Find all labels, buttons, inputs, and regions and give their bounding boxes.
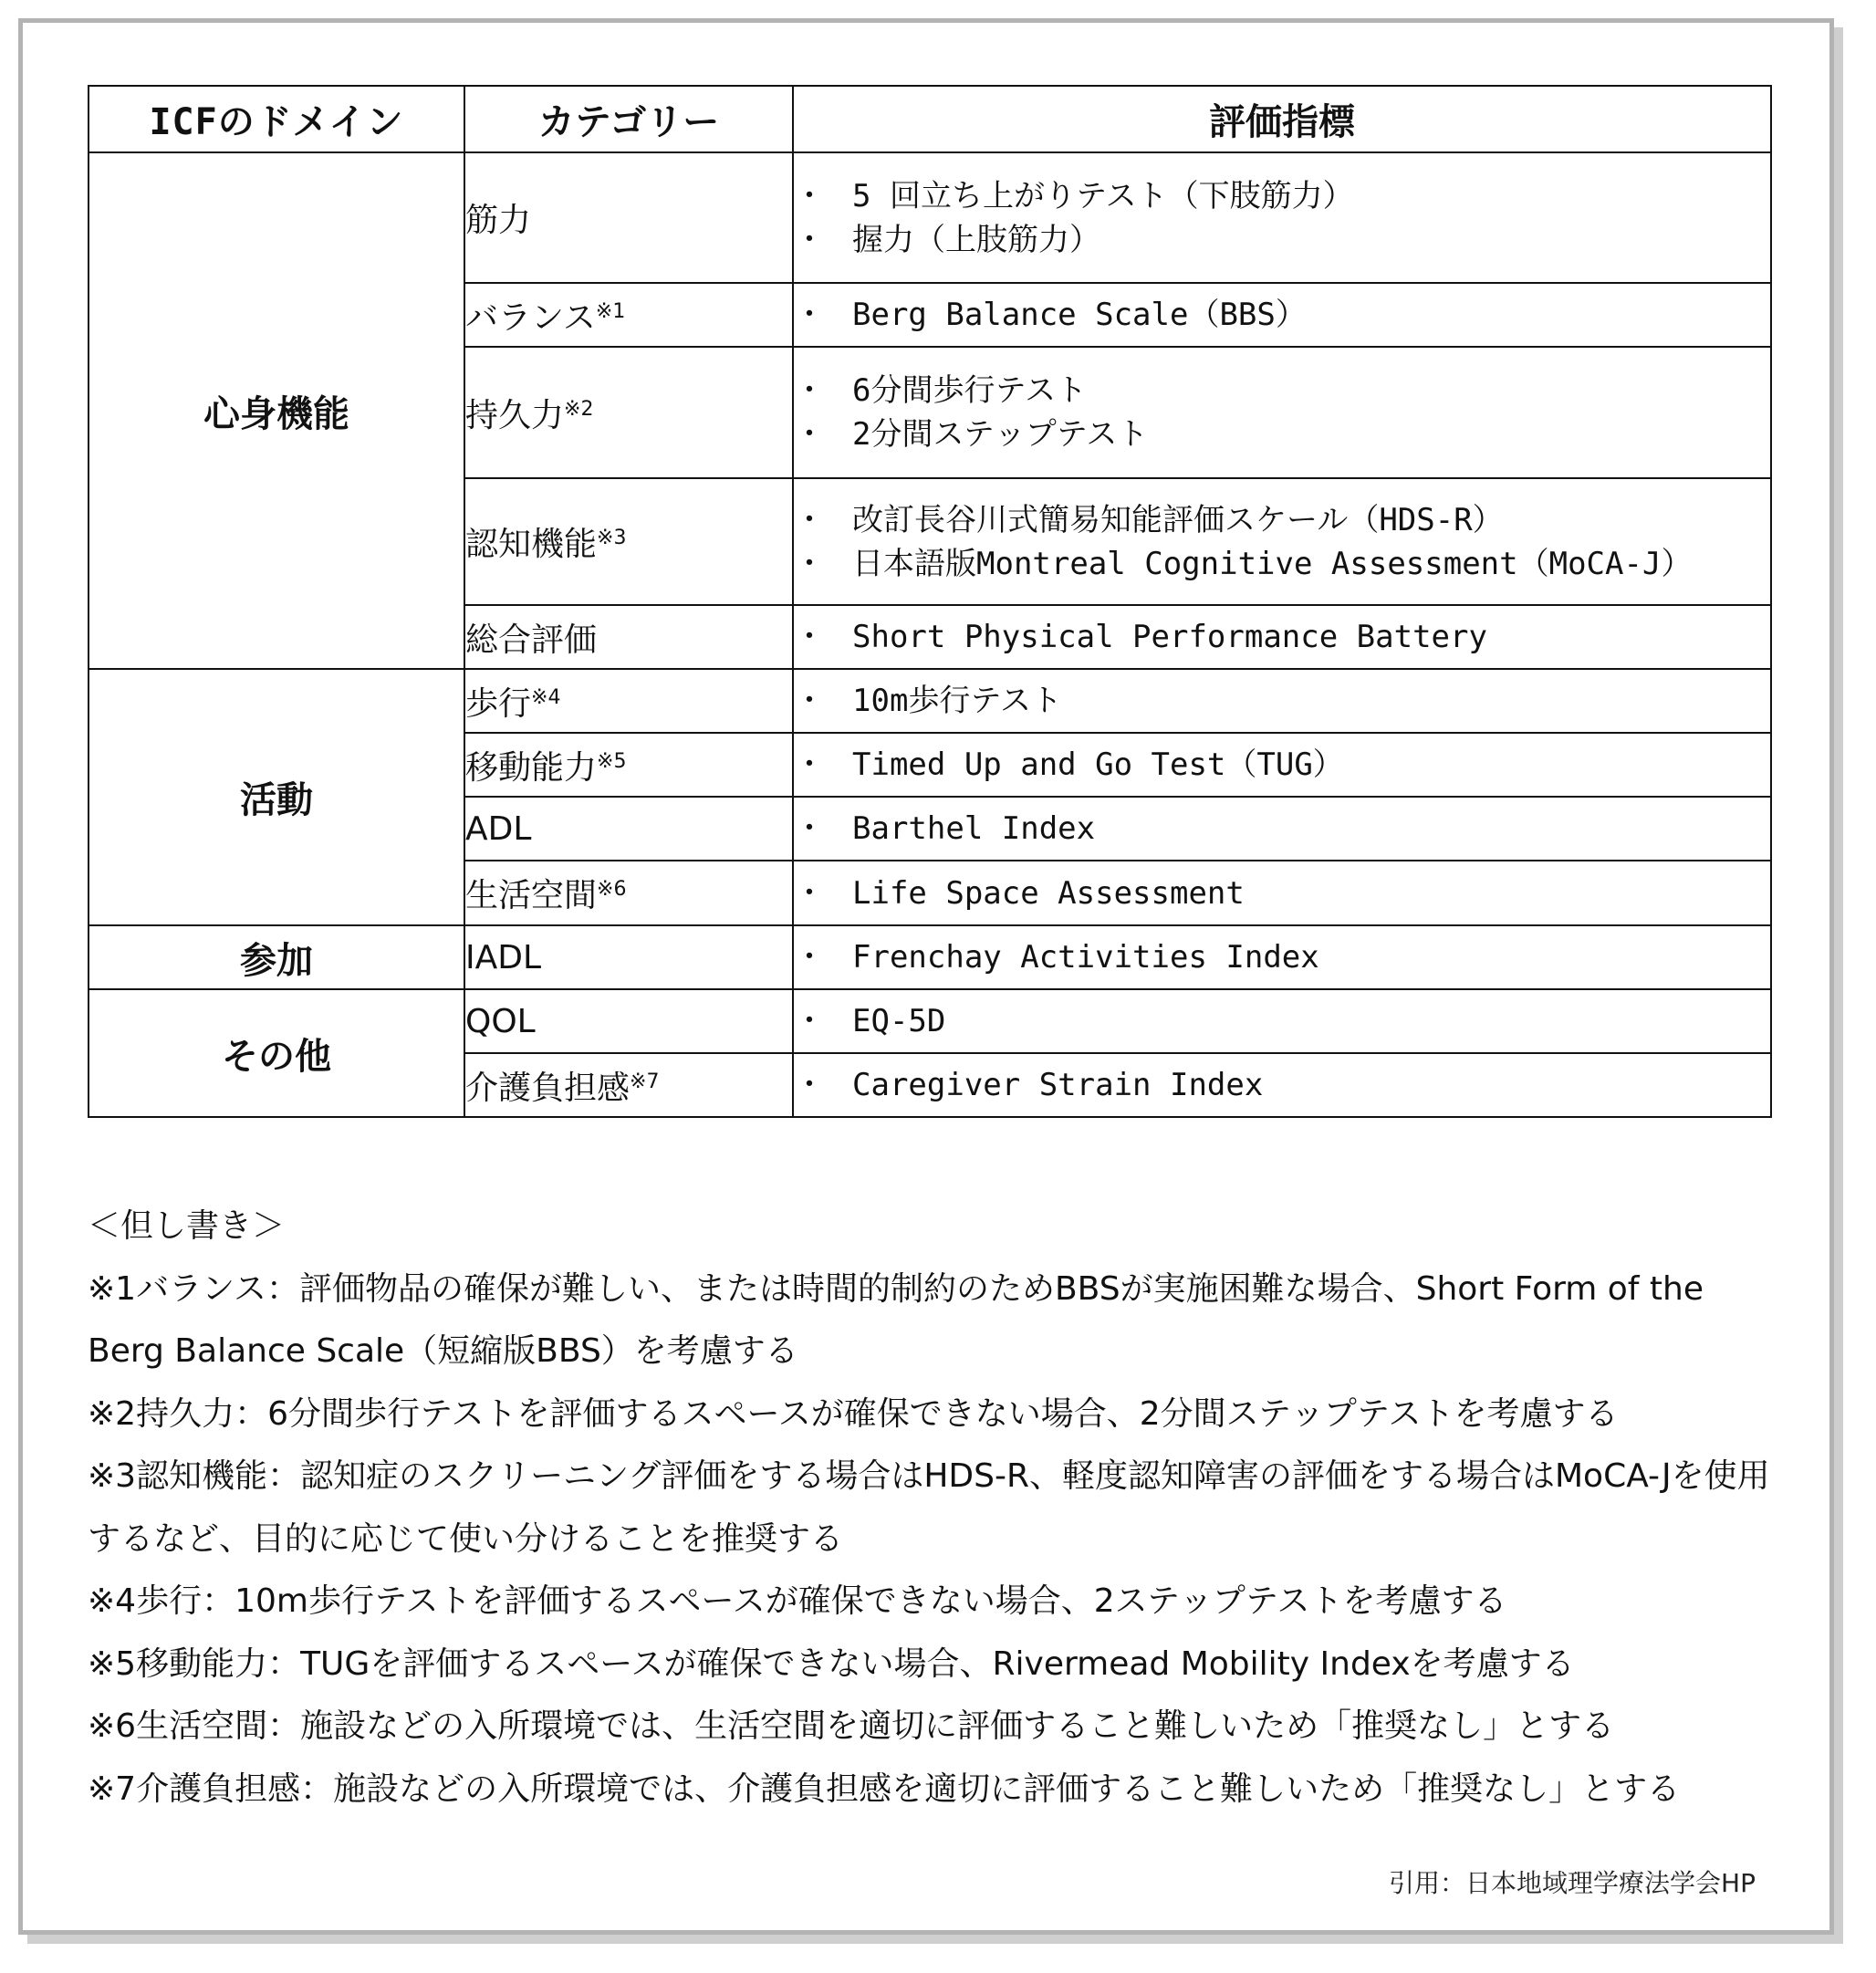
indicator-text: Barthel Index: [852, 810, 1096, 847]
category-cell: [464, 797, 793, 861]
footnote-mark: ※4: [531, 685, 561, 709]
bullet: ・: [794, 221, 825, 258]
bullet: ・: [794, 177, 825, 214]
indicator-cell: [793, 733, 1771, 797]
category-label: 認知機能: [465, 526, 598, 563]
indicator-text: 10m歩行テスト: [852, 683, 1063, 719]
category-cell: [464, 925, 793, 989]
indicator-line: [794, 807, 1770, 851]
footnote-mark: ※1: [595, 299, 626, 323]
bullet: ・: [794, 683, 825, 719]
note-item: ※4歩行：10m歩行テストを評価するスペースが確保できない場合、2ステップテストを考慮する: [88, 1582, 1507, 1620]
category-cell: [464, 989, 793, 1053]
indicator-text: Berg Balance Scale（BBS）: [852, 297, 1307, 333]
indicator-text: 改訂長谷川式簡易知能評価スケール（HDS-R）: [852, 501, 1504, 538]
category-cell: [464, 283, 793, 347]
indicator-text: Caregiver Strain Index: [852, 1067, 1264, 1103]
note-item: ※1バランス：評価物品の確保が難しい、または時間的制約のためBBSが実施困難な場合、Short Form of the Berg Balance Scale（短縮版BBS）を考慮する: [88, 1269, 1704, 1370]
icf-assessment-table: [88, 85, 1772, 1118]
indicator-line: [794, 218, 1770, 262]
indicator-cell: [793, 283, 1771, 347]
bullet: ・: [794, 746, 825, 783]
bullet: ・: [794, 874, 825, 912]
indicator-line: [794, 498, 1770, 542]
indicator-cell: [793, 152, 1771, 283]
indicator-line: [794, 872, 1770, 915]
indicator-cell: [793, 669, 1771, 733]
table-row: [89, 925, 1771, 989]
indicator-line: [794, 615, 1770, 659]
category-label: IADL: [465, 938, 542, 976]
indicator-line: [794, 743, 1770, 787]
indicator-cell: [793, 925, 1771, 989]
bullet: ・: [794, 939, 825, 976]
header-icf-domain: ICFのドメイン: [89, 86, 464, 152]
indicator-cell: [793, 797, 1771, 861]
category-cell: [464, 669, 793, 733]
indicator-line: [794, 679, 1770, 723]
category-label: 移動能力: [465, 748, 598, 787]
indicator-text: 6分間歩行テスト: [852, 372, 1088, 409]
indicator-text: EQ-5D: [852, 1003, 946, 1039]
category-label: 総合評価: [465, 621, 598, 659]
footnote-mark: ※7: [630, 1070, 660, 1093]
indicator-text: 2分間ステップテスト: [852, 416, 1149, 453]
table-row: [89, 152, 1771, 283]
notes-heading: ＜但し書き＞: [88, 1207, 286, 1245]
table-row: [89, 989, 1771, 1053]
indicator-cell: [793, 989, 1771, 1053]
category-label: 歩行: [465, 684, 532, 723]
bullet: ・: [794, 416, 825, 453]
indicator-line: [794, 542, 1770, 586]
domain-cell-other: その他: [89, 989, 464, 1117]
indicator-text: Life Space Assessment: [852, 874, 1245, 912]
indicator-cell: [793, 1053, 1771, 1117]
indicator-cell: [793, 478, 1771, 605]
category-label: 介護負担感: [465, 1069, 631, 1107]
indicator-cell: [793, 347, 1771, 478]
footnote-mark: ※5: [597, 749, 627, 773]
bullet: ・: [794, 372, 825, 409]
citation: 引用：日本地域理学療法学会HP: [1389, 1868, 1756, 1898]
table-row: [89, 669, 1771, 733]
footnote-mark: ※3: [597, 527, 627, 549]
category-label: ADL: [465, 809, 532, 848]
indicator-line: [794, 1063, 1770, 1107]
indicator-line: [794, 999, 1770, 1043]
indicator-cell: [793, 861, 1771, 925]
category-cell: [464, 733, 793, 797]
category-label: バランス: [465, 298, 596, 337]
header-indicator: 評価指標: [793, 86, 1771, 152]
category-label: 筋力: [465, 202, 532, 239]
header-category: カテゴリー: [464, 86, 793, 152]
note-item: ※6生活空間：施設などの入所環境では、生活空間を適切に評価すること難しいため「推奨なし」とする: [88, 1707, 1615, 1745]
footnote-mark: ※6: [597, 878, 627, 901]
indicator-line: [794, 174, 1770, 218]
indicator-cell: [793, 605, 1771, 669]
category-label: 持久力: [465, 396, 565, 434]
indicator-text: 5 回立ち上がりテスト（下肢筋力）: [852, 177, 1354, 214]
category-cell: [464, 478, 793, 605]
indicator-text: 握力（上肢筋力）: [852, 221, 1100, 258]
category-cell: [464, 605, 793, 669]
indicator-line: [794, 369, 1770, 412]
bullet: ・: [794, 810, 825, 847]
bullet: ・: [794, 545, 825, 582]
category-label: QOL: [465, 1002, 536, 1040]
category-cell: [464, 347, 793, 478]
note-item: ※3認知機能：認知症のスクリーニング評価をする場合はHDS-R、軽度認知障害の評価をする場合はMoCA-Jを使用するなど、目的に応じて使い分けることを推奨する: [88, 1457, 1770, 1558]
note-item: ※5移動能力：TUGを評価するスペースが確保できない場合、Rivermead Mobility Indexを考慮する: [88, 1644, 1575, 1683]
domain-cell-body-function: 心身機能: [89, 152, 464, 669]
note-item: ※2持久力：6分間歩行テストを評価するスペースが確保できない場合、2分間ステップテストを考慮する: [88, 1394, 1619, 1433]
bullet: ・: [794, 619, 825, 655]
bullet: ・: [794, 501, 825, 538]
category-cell: [464, 152, 793, 283]
domain-cell-participation: 参加: [89, 925, 464, 989]
category-cell: [464, 861, 793, 925]
notes-section: [88, 1195, 1785, 1821]
bullet: ・: [794, 297, 825, 333]
indicator-text: 日本語版Montreal Cognitive Assessment（MoCA-J）: [852, 545, 1693, 582]
indicator-line: [794, 412, 1770, 456]
category-label: 生活空間: [465, 877, 598, 914]
indicator-text: Frenchay Activities Index: [852, 939, 1319, 976]
table-header-row: [89, 86, 1771, 152]
note-item: ※7介護負担感：施設などの入所環境では、介護負担感を適切に評価すること難しいため「推奨なし」とする: [88, 1769, 1681, 1808]
bullet: ・: [794, 1003, 825, 1039]
indicator-text: Timed Up and Go Test（TUG）: [852, 746, 1344, 783]
indicator-line: [794, 293, 1770, 337]
footnote-mark: ※2: [564, 397, 594, 421]
indicator-line: [794, 935, 1770, 979]
bullet: ・: [794, 1067, 825, 1103]
indicator-text: Short Physical Performance Battery: [852, 619, 1487, 655]
category-cell: [464, 1053, 793, 1117]
domain-cell-activity: 活動: [89, 669, 464, 925]
